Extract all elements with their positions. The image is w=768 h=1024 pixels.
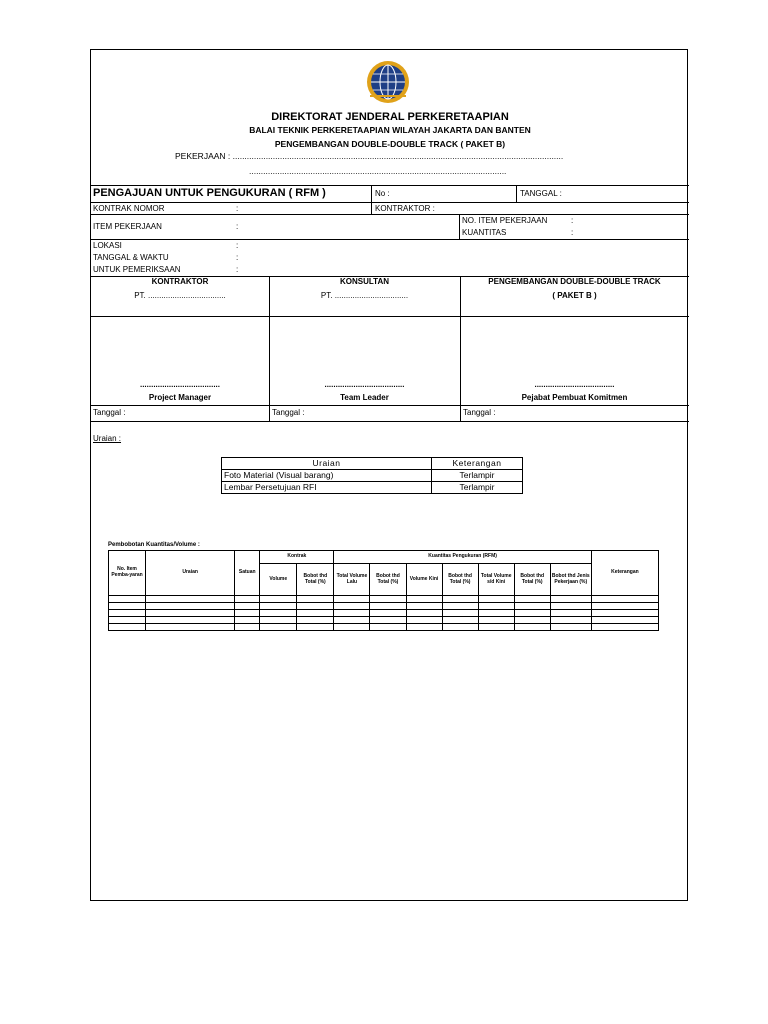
uraian-cell: Foto Material (Visual barang) <box>222 470 432 482</box>
kontrak-nomor-label: KONTRAK NOMOR <box>93 204 165 213</box>
header-uraian: Uraian <box>146 551 235 596</box>
table-row <box>109 603 659 610</box>
keterangan-cell: Terlampir <box>432 482 523 494</box>
divider <box>91 405 689 406</box>
table-row <box>222 482 523 494</box>
header-title: DIREKTORAT JENDERAL PERKERETAAPIAN <box>271 111 509 123</box>
signature-dots: .................................... <box>139 380 220 389</box>
kontraktor-pt: PT. ................................... <box>134 291 226 300</box>
no-label: No : <box>375 189 390 198</box>
header-kontrak: Kontrak <box>260 551 334 564</box>
table-row <box>222 470 523 482</box>
item-pekerjaan-label: ITEM PEKERJAAN <box>93 222 162 231</box>
divider <box>516 185 517 202</box>
keterangan-header: Keterangan <box>432 458 523 470</box>
colon: : <box>236 253 239 262</box>
pembobotan-label: Pembobotan Kuantitas/Volume : <box>108 542 200 548</box>
team-leader-label: Team Leader <box>340 393 389 402</box>
divider <box>91 185 689 186</box>
tanggal-ppk: Tanggal : <box>463 408 496 417</box>
form-title: PENGAJUAN UNTUK PENGUKURAN ( RFM ) <box>93 187 326 199</box>
konsultan-pt: PT. ................................. <box>320 291 409 300</box>
pekerjaan-dots: ............................................................................................................. <box>249 166 507 176</box>
colon: : <box>236 241 239 250</box>
header-bobot: Bobot thd Total (%) <box>297 564 334 596</box>
header-bobot: Bobot thd Total (%) <box>442 564 478 596</box>
pekerjaan-field: PEKERJAAN : ............................................................................................................................................ <box>175 151 564 161</box>
divider <box>371 185 372 214</box>
uraian-table <box>221 457 523 494</box>
kuantitas-label: KUANTITAS <box>462 228 507 237</box>
uraian-cell: Lembar Persetujuan RFI <box>222 482 432 494</box>
divider <box>91 214 689 215</box>
header-volume-kini: Volume Kini <box>406 564 442 596</box>
ppk-heading: PENGEMBANGAN DOUBLE-DOUBLE TRACK <box>488 277 661 286</box>
table-row <box>109 596 659 603</box>
colon: : <box>571 228 574 237</box>
signature-dots: .................................... <box>324 380 405 389</box>
header-volume: Volume <box>260 564 297 596</box>
header-keterangan: Keterangan <box>591 551 658 596</box>
header-bobot-jenis: Bobot thd Jenis Pekerjaan (%) <box>550 564 591 596</box>
table-row <box>109 624 659 631</box>
header-bobot: Bobot thd Total (%) <box>370 564 406 596</box>
header-kuantitas: Kuantitas Pengukuran (RFM) <box>334 551 591 564</box>
divider <box>91 202 689 203</box>
uraian-label: Uraian : <box>93 434 122 443</box>
konsultan-heading: KONSULTAN <box>339 277 390 286</box>
pembobotan-table <box>108 550 659 631</box>
ppk-subheading: ( PAKET B ) <box>552 291 597 300</box>
table-row <box>109 617 659 624</box>
signature-dots: .................................... <box>534 380 615 389</box>
no-item-pekerjaan-label: NO. ITEM PEKERJAAN <box>462 216 548 225</box>
kontraktor-label: KONTRAKTOR : <box>375 204 435 213</box>
colon: : <box>571 216 574 225</box>
untuk-pemeriksaan-label: UNTUK PEMERIKSAAN <box>93 265 181 274</box>
header-total-volume-lalu: Total Volume Lalu <box>334 564 370 596</box>
header-subtitle: BALAI TEKNIK PERKERETAAPIAN WILAYAH JAKARTA DAN BANTEN <box>249 125 531 135</box>
ppk-label: Pejabat Pembuat Komitmen <box>521 393 628 402</box>
table-row <box>109 610 659 617</box>
colon: : <box>236 204 239 213</box>
colon: : <box>236 222 239 231</box>
form-page <box>90 49 688 901</box>
uraian-header: Uraian <box>222 458 432 470</box>
tanggal-kontraktor: Tanggal : <box>93 408 126 417</box>
divider <box>91 421 689 422</box>
header-project: PENGEMBANGAN DOUBLE-DOUBLE TRACK ( PAKET B) <box>274 139 506 149</box>
header-no-item: No. Item Pemba-yaran <box>109 551 146 596</box>
kontraktor-heading: KONTRAKTOR <box>151 277 209 286</box>
header-total-volume-sd-kini: Total Volume s/d Kini <box>478 564 514 596</box>
divider <box>91 316 689 317</box>
ministry-logo <box>364 56 412 108</box>
keterangan-cell: Terlampir <box>432 470 523 482</box>
tanggal-label: TANGGAL : <box>520 189 562 198</box>
colon: : <box>236 265 239 274</box>
lokasi-label: LOKASI <box>93 241 122 250</box>
header-satuan: Satuan <box>235 551 260 596</box>
divider <box>91 239 689 240</box>
tanggal-konsultan: Tanggal : <box>272 408 305 417</box>
tanggal-waktu-label: TANGGAL & WAKTU <box>93 253 169 262</box>
header-bobot: Bobot thd Total (%) <box>514 564 550 596</box>
project-manager-label: Project Manager <box>148 393 212 402</box>
divider <box>459 214 460 239</box>
